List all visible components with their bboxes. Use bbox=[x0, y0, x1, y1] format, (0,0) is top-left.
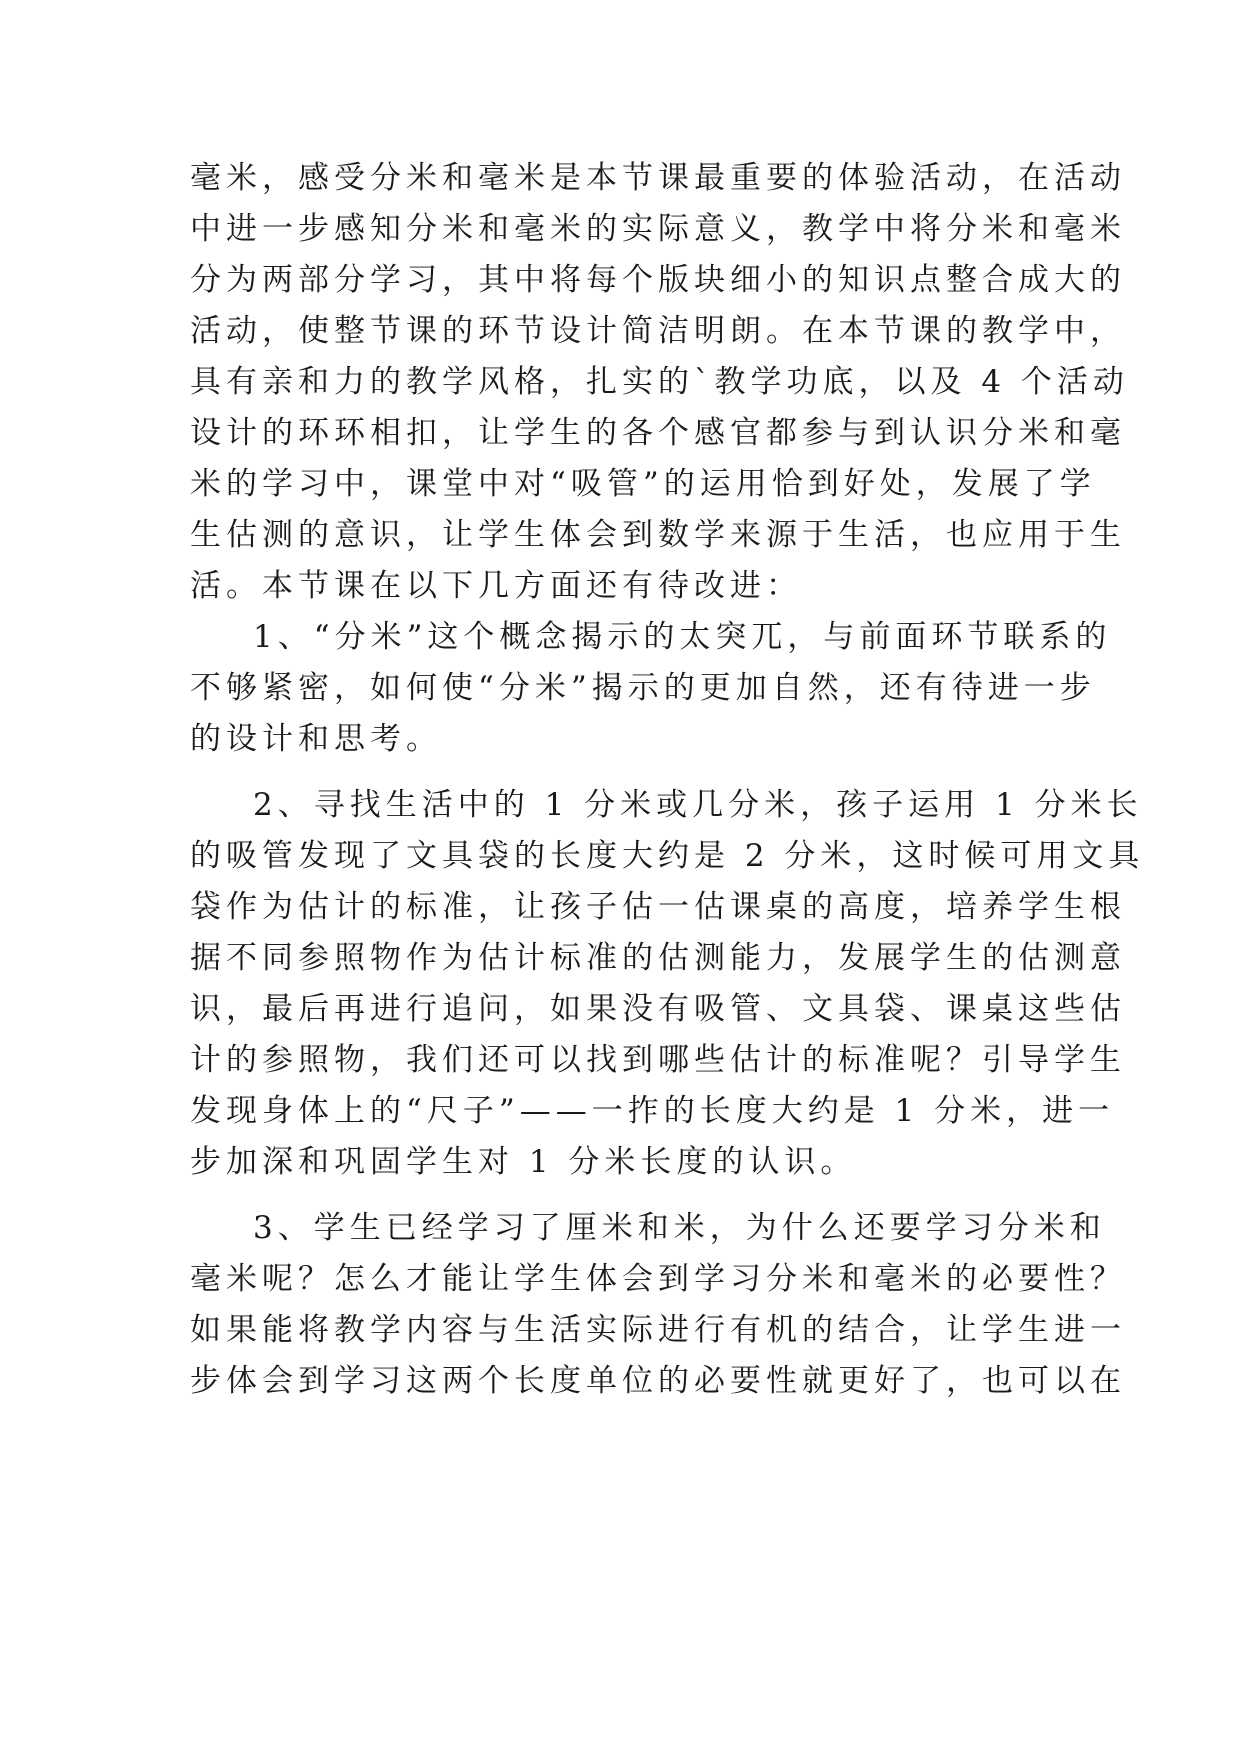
text-line: 分为两部分学习，其中将每个版块细小的知识点整合成大的 bbox=[190, 262, 1126, 298]
text-line: 步加深和巩固学生对 1 分米长度的认识。 bbox=[190, 1144, 857, 1180]
text-line: 米的学习中，课堂中对“吸管”的运用恰到好处，发展了学 bbox=[190, 466, 1096, 502]
text-line: 设计的环环相扣，让学生的各个感官都参与到认识分米和毫 bbox=[190, 415, 1126, 451]
text-line: 中进一步感知分米和毫米的实际意义，教学中将分米和毫米 bbox=[190, 211, 1126, 247]
text-line: 生估测的意识，让学生体会到数学来源于生活，也应用于生 bbox=[190, 517, 1126, 553]
list-item-3-line: 3、学生已经学习了厘米和米，为什么还要学习分米和 bbox=[253, 1210, 1106, 1246]
text-line: 毫米，感受分米和毫米是本节课最重要的体验活动，在活动 bbox=[190, 160, 1126, 196]
text-line: 袋作为估计的标准，让孩子估一估课桌的高度，培养学生根 bbox=[190, 889, 1126, 925]
text-line: 识，最后再进行追问，如果没有吸管、文具袋、课桌这些估 bbox=[190, 991, 1126, 1027]
text-line: 步体会到学习这两个长度单位的必要性就更好了，也可以在 bbox=[190, 1363, 1126, 1399]
text-line: 不够紧密，如何使“分米”揭示的更加自然，还有待进一步 bbox=[190, 670, 1096, 706]
text-line: 活动，使整节课的环节设计简洁明朗。在本节课的教学中， bbox=[190, 313, 1126, 349]
text-line: 发现身体上的“尺子”——一拃的长度大约是 1 分米，进一 bbox=[190, 1093, 1115, 1129]
text-line: 的设计和思考。 bbox=[190, 721, 442, 757]
text-line: 如果能将教学内容与生活实际进行有机的结合，让学生进一 bbox=[190, 1312, 1126, 1348]
list-item-2-line: 2、寻找生活中的 1 分米或几分米，孩子运用 1 分米长 bbox=[253, 787, 1143, 823]
text-line: 具有亲和力的教学风格，扎实的`教学功底，以及 4 个活动 bbox=[190, 364, 1129, 400]
text-line: 计的参照物，我们还可以找到哪些估计的标准呢？引导学生 bbox=[190, 1042, 1126, 1078]
text-line: 据不同参照物作为估计标准的估测能力，发展学生的估测意 bbox=[190, 940, 1126, 976]
list-item-1-line: 1、“分米”这个概念揭示的太突兀，与前面环节联系的 bbox=[253, 619, 1112, 655]
text-line: 毫米呢？怎么才能让学生体会到学习分米和毫米的必要性？ bbox=[190, 1261, 1126, 1297]
text-line: 的吸管发现了文具袋的长度大约是 2 分米，这时候可用文具 bbox=[190, 838, 1145, 874]
text-line: 活。本节课在以下几方面还有待改进： bbox=[190, 568, 802, 604]
